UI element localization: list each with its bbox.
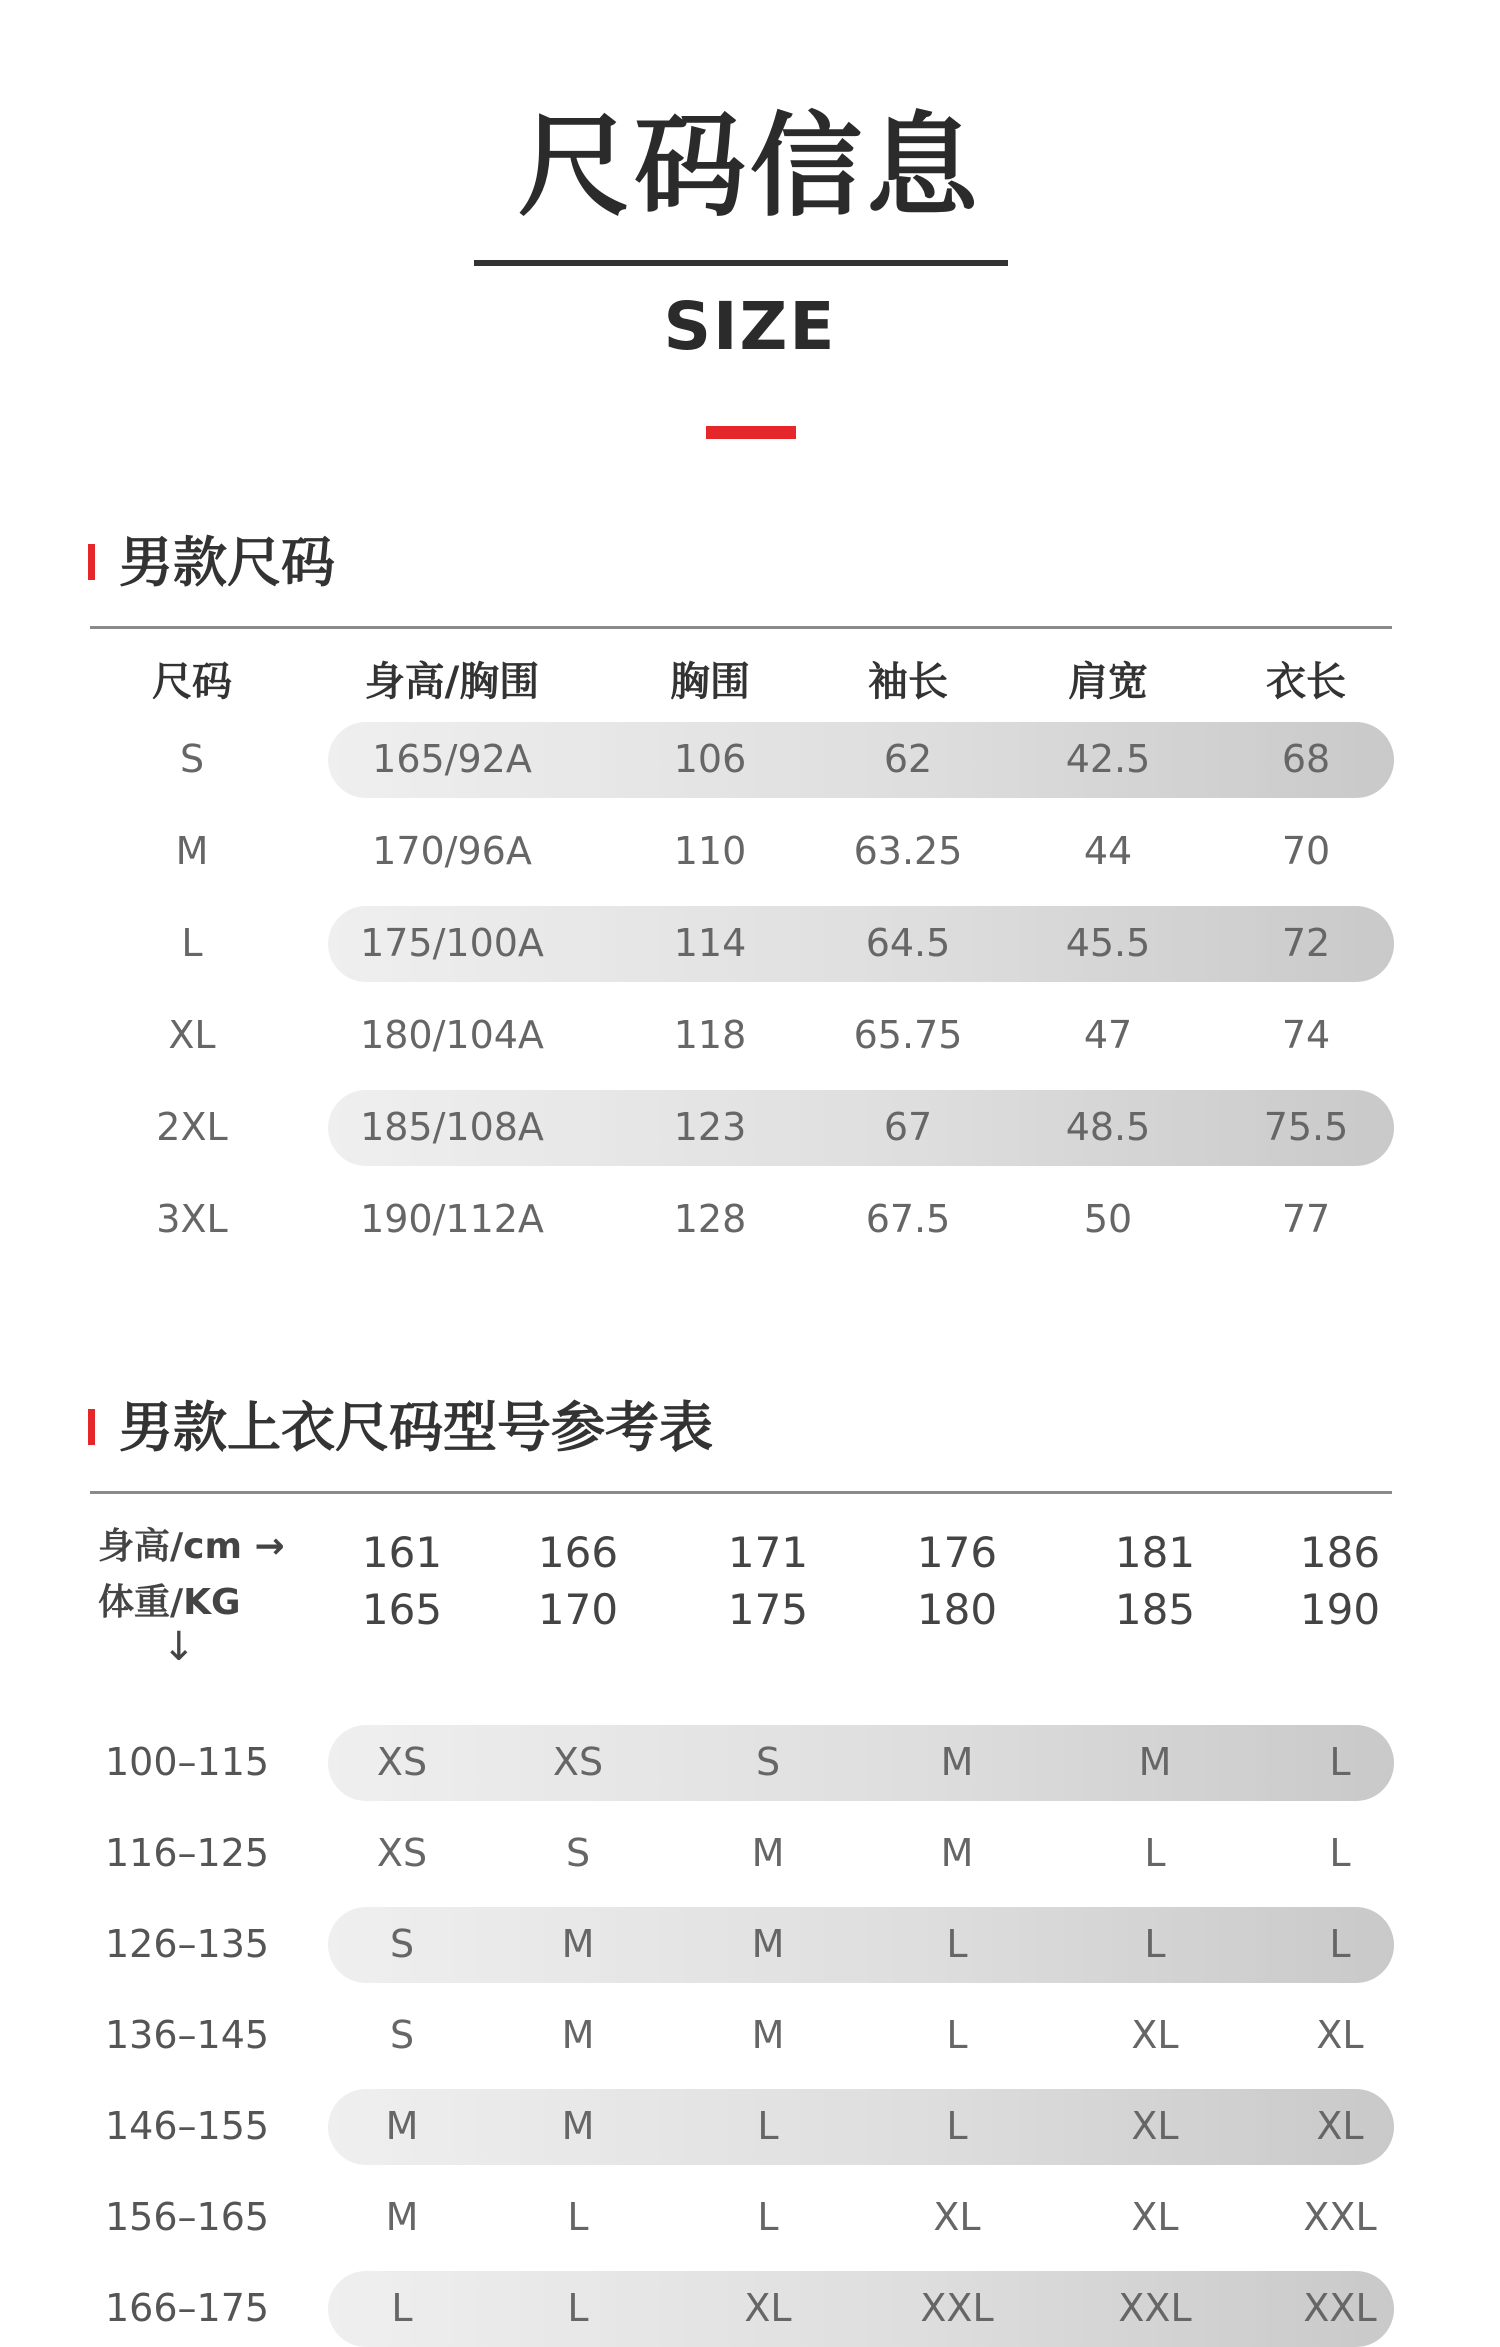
size-cell: M (751, 2013, 785, 2057)
table-cell: 47 (1083, 1013, 1133, 1057)
size-cell: M (561, 2013, 595, 2057)
height-axis-label: 身高/cm → (98, 1526, 285, 1567)
size-cell: L (1329, 1831, 1351, 1875)
size-cell: XL (1131, 2195, 1179, 2239)
column-header: 肩宽 (1068, 659, 1148, 705)
section-men-top-ref-heading (88, 1385, 713, 1462)
section-title: 男款尺码 (119, 531, 335, 594)
table-cell: 42.5 (1065, 737, 1151, 781)
page-title: 尺码信息 (518, 102, 982, 232)
size-cell: L (1144, 1922, 1166, 1966)
size-cell: L (946, 2013, 968, 2057)
size-cell: L (946, 1922, 968, 1966)
column-header: 尺码 (152, 659, 232, 705)
table-cell: 44 (1083, 829, 1133, 873)
size-cell: S (755, 1740, 781, 1784)
size-cell: XL (1131, 2104, 1179, 2148)
weight-range: 156–165 (105, 2195, 270, 2239)
size-cell: L (1329, 1740, 1351, 1784)
size-cell: L (757, 2104, 779, 2148)
size-cell: M (385, 2195, 419, 2239)
table-cell: 68 (1281, 737, 1331, 781)
size-cell: L (567, 2286, 589, 2330)
size-cell: XS (552, 1740, 604, 1784)
size-cell: XXL (1118, 2286, 1192, 2330)
table-cell: 62 (883, 737, 933, 781)
size-cell: L (1144, 1831, 1166, 1875)
table-cell: 50 (1083, 1197, 1133, 1241)
weight-range: 100–115 (105, 1740, 270, 1784)
weight-range: 146–155 (105, 2104, 270, 2148)
height-range-top: 161 (361, 1528, 443, 1577)
table-cell: 118 (673, 1013, 747, 1057)
table-cell: 74 (1281, 1013, 1331, 1057)
size-cell: XXL (920, 2286, 994, 2330)
weight-axis-label: 体重/KG (98, 1582, 241, 1623)
size-cell: M (751, 1831, 785, 1875)
size-cell: L (567, 2195, 589, 2239)
height-range-bottom: 190 (1299, 1585, 1381, 1634)
size-cell: XL (1316, 2104, 1364, 2148)
size-cell: M (940, 1740, 974, 1784)
size-cell: XL (1316, 2013, 1364, 2057)
table-cell: 180/104A (360, 1013, 544, 1057)
height-range-top: 166 (537, 1528, 619, 1577)
section-marker (88, 1409, 95, 1445)
table-cell: 123 (673, 1105, 747, 1149)
table-cell: 190/112A (360, 1197, 544, 1241)
table-cell: 48.5 (1065, 1105, 1151, 1149)
size-cell: XL (933, 2195, 981, 2239)
height-range-top: 181 (1114, 1528, 1196, 1577)
size-cell: XL (1131, 2013, 1179, 2057)
section-rule (90, 1491, 1392, 1494)
size-cell: S (389, 1922, 415, 1966)
table-cell: 45.5 (1065, 921, 1151, 965)
weight-range: 136–145 (105, 2013, 270, 2057)
table-cell: 2XL (156, 1105, 228, 1149)
size-cell: S (565, 1831, 591, 1875)
table-cell: 64.5 (865, 921, 951, 965)
table-cell: 67.5 (865, 1197, 951, 1241)
table-cell: 72 (1281, 921, 1331, 965)
size-cell: M (751, 1922, 785, 1966)
table-cell: 165/92A (372, 737, 532, 781)
table-cell: L (181, 921, 203, 965)
table-cell: 3XL (156, 1197, 228, 1241)
accent-bar (706, 426, 796, 439)
height-range-top: 186 (1299, 1528, 1381, 1577)
section-title: 男款上衣尺码型号参考表 (119, 1396, 713, 1459)
table-cell: XL (168, 1013, 216, 1057)
column-header: 袖长 (868, 659, 948, 705)
weight-range: 166–175 (105, 2286, 270, 2330)
table-cell: 114 (673, 921, 747, 965)
size-cell: M (940, 1831, 974, 1875)
size-cell: L (757, 2195, 779, 2239)
table-cell: 65.75 (853, 1013, 963, 1057)
size-cell: L (1329, 1922, 1351, 1966)
table-cell: 185/108A (360, 1105, 544, 1149)
size-cell: XXL (1303, 2195, 1377, 2239)
column-header: 胸围 (670, 659, 750, 705)
size-cell: M (1138, 1740, 1172, 1784)
page-subtitle: SIZE (663, 288, 837, 365)
size-cell: XXL (1303, 2286, 1377, 2330)
table-cell: 128 (673, 1197, 747, 1241)
column-header: 身高/胸围 (364, 659, 540, 705)
height-range-bottom: 175 (727, 1585, 809, 1634)
weight-range: 116–125 (105, 1831, 270, 1875)
height-range-bottom: 180 (916, 1585, 998, 1634)
title-divider (474, 260, 1008, 266)
table-cell: 70 (1281, 829, 1331, 873)
table-cell: 67 (883, 1105, 933, 1149)
size-cell: M (561, 1922, 595, 1966)
table-cell: 110 (673, 829, 747, 873)
table-cell: 75.5 (1263, 1105, 1349, 1149)
size-cell: L (946, 2104, 968, 2148)
size-cell: L (391, 2286, 413, 2330)
height-range-bottom: 185 (1114, 1585, 1196, 1634)
height-range-top: 176 (916, 1528, 998, 1577)
size-cell: XL (744, 2286, 792, 2330)
size-cell: M (561, 2104, 595, 2148)
size-cell: XS (376, 1740, 428, 1784)
table-cell: S (179, 737, 205, 781)
down-arrow-icon: ↓ (162, 1624, 196, 1670)
table-cell: 77 (1281, 1197, 1331, 1241)
weight-range: 126–135 (105, 1922, 270, 1966)
size-cell: S (389, 2013, 415, 2057)
size-cell: XS (376, 1831, 428, 1875)
table-cell: 170/96A (372, 829, 532, 873)
table-cell: M (175, 829, 209, 873)
table-cell: 175/100A (360, 921, 544, 965)
column-header: 衣长 (1266, 659, 1346, 705)
size-cell: M (385, 2104, 419, 2148)
section-marker (88, 544, 95, 580)
table-cell: 106 (673, 737, 747, 781)
height-range-bottom: 165 (361, 1585, 443, 1634)
section-rule (90, 626, 1392, 629)
height-range-top: 171 (727, 1528, 809, 1577)
height-range-bottom: 170 (537, 1585, 619, 1634)
section-men-size-heading (88, 520, 335, 597)
table-cell: 63.25 (853, 829, 963, 873)
